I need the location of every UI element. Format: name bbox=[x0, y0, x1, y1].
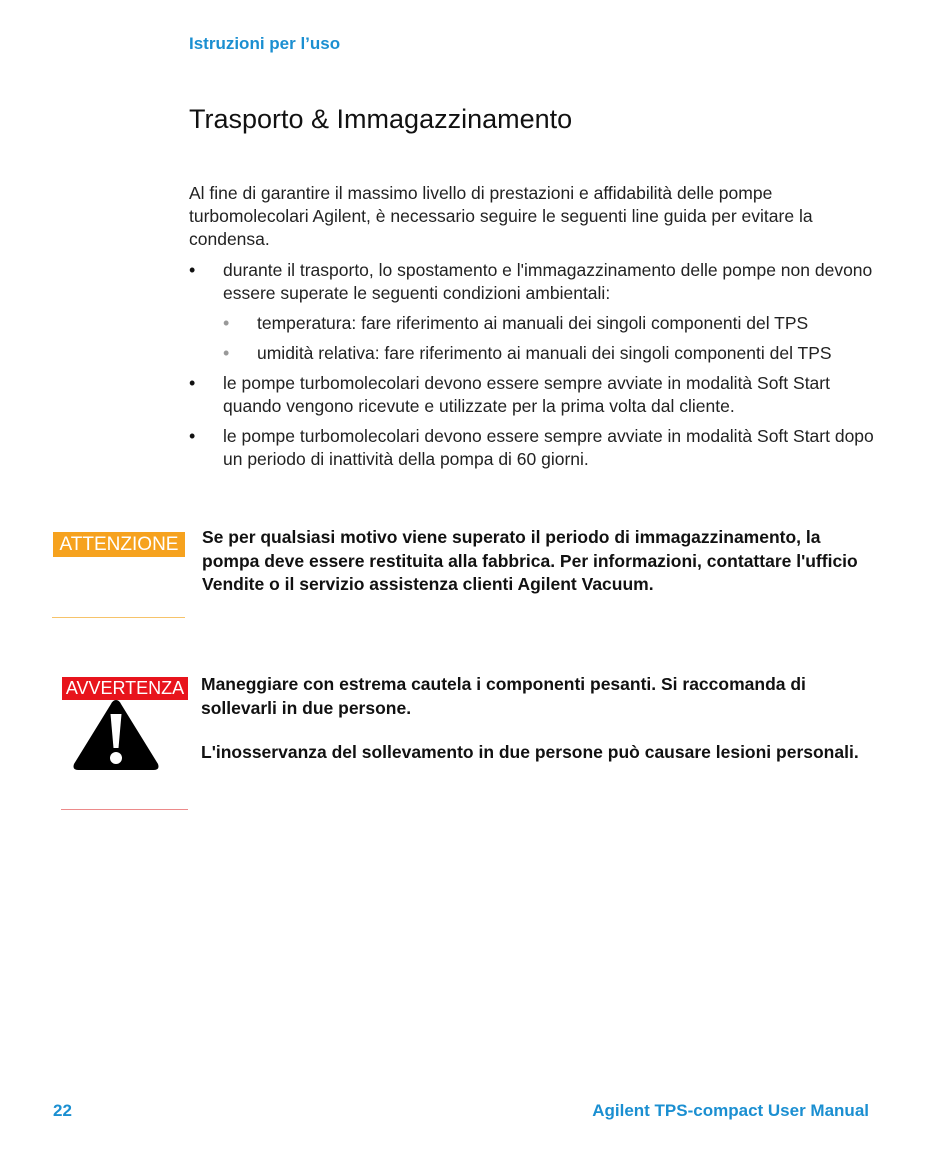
running-header: Istruzioni per l’uso bbox=[189, 34, 341, 53]
warning-triangle-icon bbox=[71, 696, 161, 772]
sub-bullet-icon: • bbox=[223, 343, 230, 363]
attention-text: Se per qualsiasi motivo viene superato il periodo di immagazzinamento, la pompa deve essere restituita alla fabbrica. Per informazioni, contattare l'ufficio Vendite o il servizio assistenza clienti Agilent Vacuum. bbox=[202, 527, 858, 594]
page-number: 22 bbox=[53, 1101, 72, 1120]
page-title: Trasporto & Immagazzinamento bbox=[189, 104, 573, 134]
bullet-icon: • bbox=[189, 426, 196, 446]
bullet-text: le pompe turbomolecolari devono essere sempre avviate in modalità Soft Start quando vengono ricevute e utilizzate per la prima volta dal cliente. bbox=[223, 373, 830, 416]
list-item bbox=[189, 372, 879, 418]
warning-label: AVVERTENZA bbox=[62, 677, 188, 700]
warning-consequence-text: L'inosservanza del sollevamento in due persone può causare lesioni personali. bbox=[201, 742, 859, 762]
bullet-icon: • bbox=[189, 260, 196, 280]
warning-text: Maneggiare con estrema cautela i componenti pesanti. Si raccomanda di sollevarli in due persone. bbox=[201, 674, 806, 718]
bullet-text: durante il trasporto, lo spostamento e l'immagazzinamento delle pompe non devono essere superate le seguenti condizioni ambientali: bbox=[223, 260, 873, 303]
attention-divider bbox=[52, 617, 185, 618]
bullet-list bbox=[189, 259, 879, 478]
sub-bullet-text: umidità relativa: fare riferimento ai manuali dei singoli componenti del TPS bbox=[257, 343, 832, 363]
sub-list-item bbox=[223, 342, 879, 365]
list-item bbox=[189, 425, 879, 471]
warning-divider bbox=[61, 809, 188, 810]
sub-bullet-icon: • bbox=[223, 313, 230, 333]
intro-paragraph: Al fine di garantire il massimo livello di prestazioni e affidabilità delle pompe turbomolecolari Agilent, è necessario seguire le seguenti line guida per evitare la condensa. bbox=[189, 183, 813, 249]
footer-manual-title: Agilent TPS-compact User Manual bbox=[592, 1101, 869, 1120]
sub-bullet-text: temperatura: fare riferimento ai manuali dei singoli componenti del TPS bbox=[257, 313, 809, 333]
sub-list bbox=[223, 312, 879, 365]
list-item bbox=[189, 259, 879, 365]
bullet-text: le pompe turbomolecolari devono essere sempre avviate in modalità Soft Start dopo un periodo di inattività della pompa di 60 giorni. bbox=[223, 426, 874, 469]
sub-list-item bbox=[223, 312, 879, 335]
attention-label: ATTENZIONE bbox=[53, 532, 185, 557]
bullet-icon: • bbox=[189, 373, 196, 393]
